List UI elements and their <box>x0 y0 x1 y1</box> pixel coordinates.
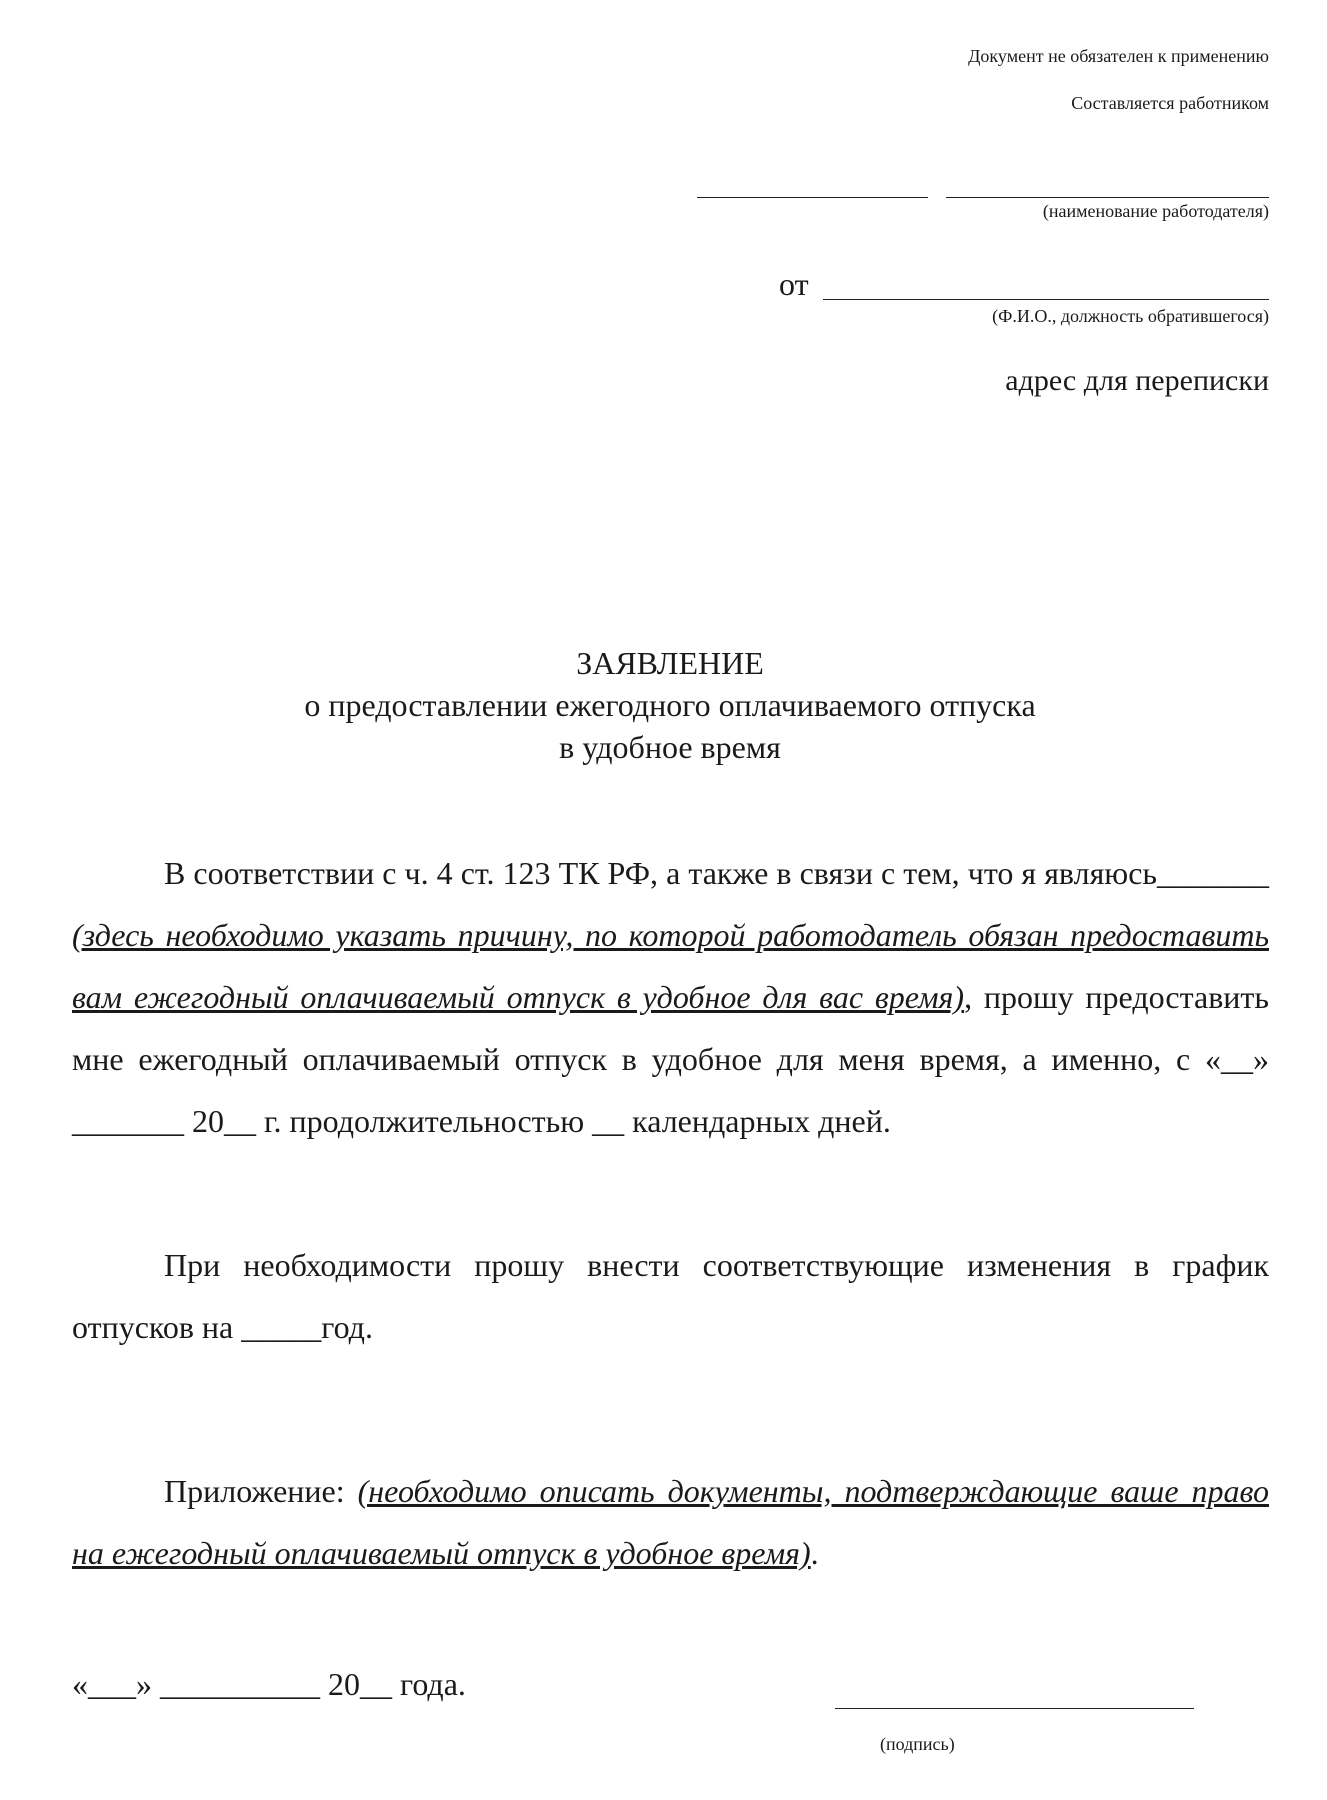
request-text-start: В соответствии с ч. 4 ст. 123 ТК РФ, а также в связи с тем, что я являюсь_______ <box>164 855 1269 891</box>
attachment-hint: (необходимо описать документы, подтверждающие ваше право на ежегодный оплачиваемый отпуск в удобное время) <box>72 1473 1270 1571</box>
applicant-blank <box>823 299 1269 300</box>
date-field: «___» __________ 20__ года. <box>72 1666 466 1702</box>
signature-caption: (подпись) <box>880 1734 955 1754</box>
author-note: Составляется работником <box>1071 93 1269 113</box>
schedule-paragraph: При необходимости прошу внести соответствующие изменения в график отпусков на _____год. <box>72 1247 1269 1345</box>
employer-caption: (наименование работодателя) <box>1042 201 1269 221</box>
attachment-end: . <box>810 1535 819 1571</box>
document-subtitle-line2: в удобное время <box>559 729 781 765</box>
employer-name-blank <box>946 197 1269 198</box>
document-subtitle-line1: о предоставлении ежегодного оплачиваемого отпуска <box>304 687 1036 723</box>
document-title: ЗАЯВЛЕНИЕ <box>576 645 764 681</box>
attachment-label: Приложение: <box>164 1473 358 1509</box>
request-text-end: , прошу предоставить мне ежегодный оплачиваемый отпуск в удобное для меня время, а именно, с «__» _______ 20__ г. продолжительностью __ календарных дней. <box>72 979 1269 1139</box>
reason-hint: (здесь необходимо указать причину, по которой работодатель обязан предоставить вам ежегодный оплачиваемый отпуск в удобное для вас время) <box>72 917 1269 1015</box>
address-label: адрес для переписки <box>1005 364 1269 397</box>
applicant-caption: (Ф.И.О., должность обратившегося) <box>992 306 1269 326</box>
attachment-paragraph <box>72 1460 1269 1584</box>
from-label: от <box>779 266 809 302</box>
optional-use-note: Документ не обязателен к применению <box>968 46 1269 66</box>
signature-blank <box>835 1708 1194 1709</box>
request-paragraph <box>72 842 1269 1152</box>
employer-position-blank <box>697 197 928 198</box>
